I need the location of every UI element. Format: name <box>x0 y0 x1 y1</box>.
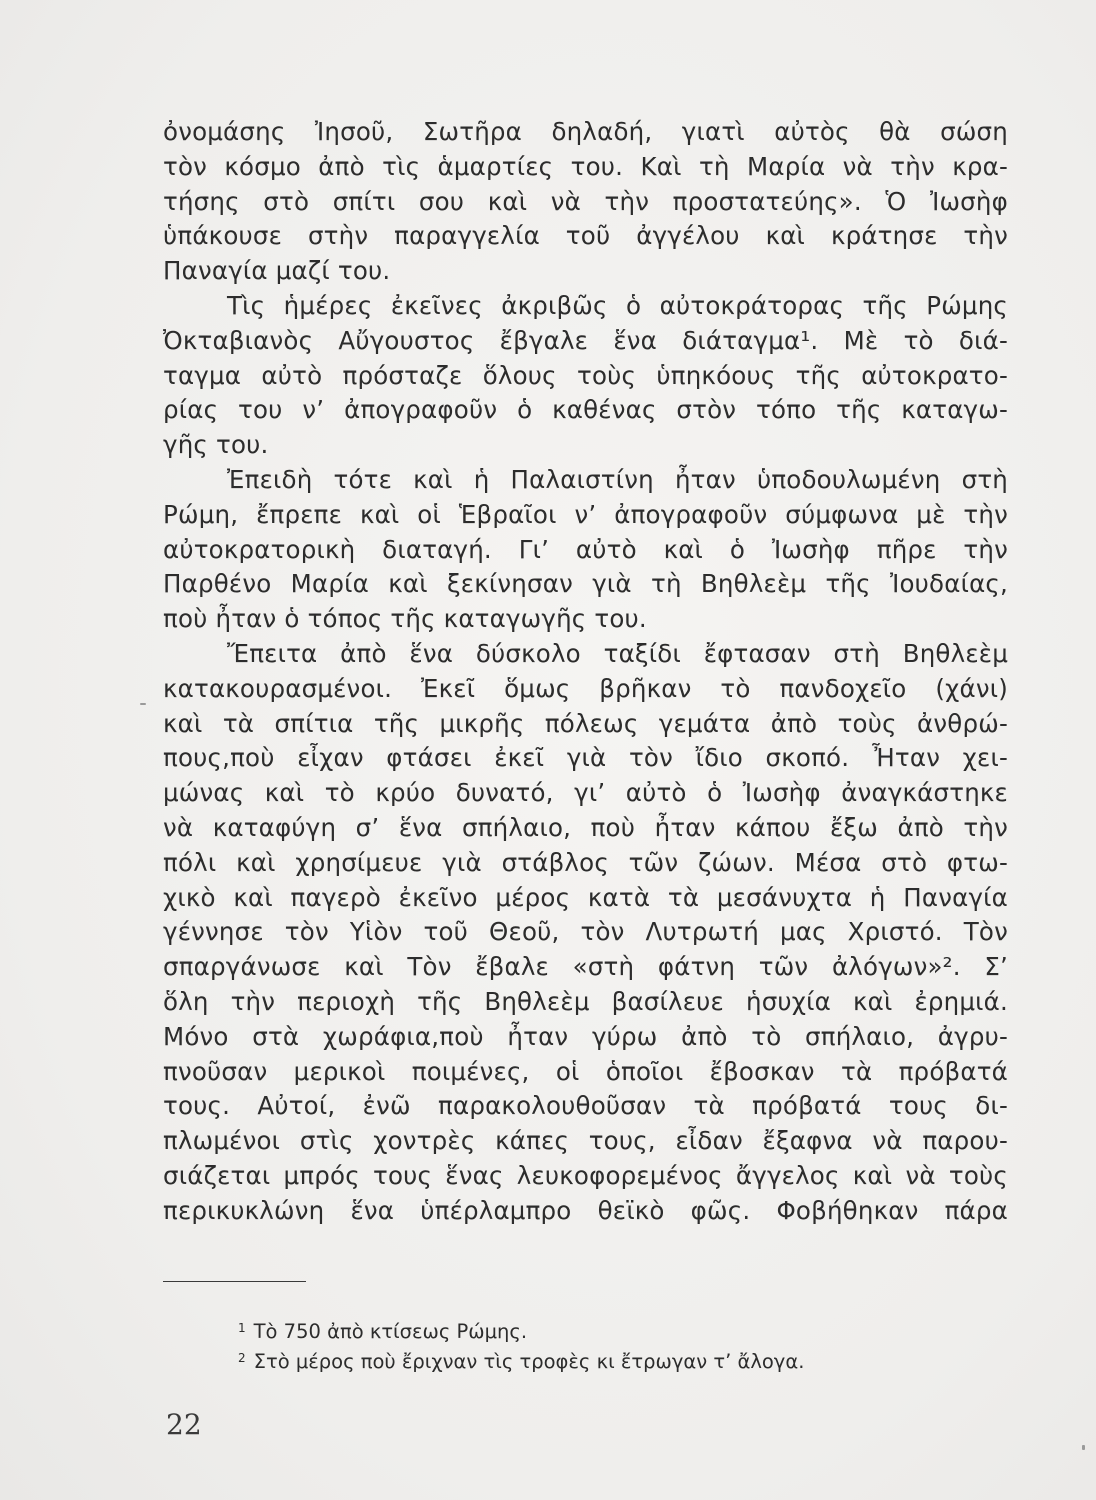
footnote-divider <box>163 1281 306 1282</box>
text-line: σπαργάνωσε καὶ Τὸν ἔβαλε «στὴ φάτνη τῶν ἀλόγων»². Σ’ <box>163 952 1008 982</box>
text-line: Ρώμη, ἔπρεπε καὶ οἱ Ἑβραῖοι ν’ ἀπογραφοῦν σύμφωνα μὲ τὴν <box>163 499 1008 529</box>
text-line: ὅλη τὴν περιοχὴ τῆς Βηθλεὲμ βασίλευε ἡσυχία καὶ ἐρημιά. <box>163 986 1008 1016</box>
text-line: Μόνο στὰ χωράφια,ποὺ ἦταν γύρω ἀπὸ τὸ σπήλαιο, ἀγρυ- <box>163 1021 1008 1051</box>
text-line: ρίας του ν’ ἀπογραφοῦν ὁ καθένας στὸν τόπο τῆς καταγω- <box>163 395 1008 425</box>
text-line: ὑπάκουσε στὴν παραγγελία τοῦ ἀγγέλου καὶ κράτησε τὴν <box>163 221 1008 251</box>
body-text <box>163 115 1008 1229</box>
footnotes <box>238 1317 998 1377</box>
paper-speck <box>140 703 146 705</box>
footnote-mark: 2 <box>238 1351 246 1365</box>
footnote-text: Στὸ μέρος ποὺ ἔριχναν τὶς τροφὲς κι ἔτρωγαν τ’ ἄλογα. <box>253 1350 805 1373</box>
text-line: ποὺ ἦταν ὁ τόπος τῆς καταγωγῆς του. <box>163 604 647 634</box>
text-line: ταγμα αὐτὸ πρόσταζε ὅλους τοὺς ὑπηκόους τῆς αὐτοκρατο- <box>163 360 1008 390</box>
paper-speck <box>1082 1445 1085 1450</box>
text-line: Παρθένο Μαρία καὶ ξεκίνησαν γιὰ τὴ Βηθλεὲμ τῆς Ἰουδαίας, <box>163 569 1008 599</box>
text-line: κατακουρασμένοι. Ἐκεῖ ὅμως βρῆκαν τὸ πανδοχεῖο (χάνι) <box>163 673 1008 703</box>
footnote-1 <box>238 1317 998 1347</box>
text-line: Ὀκταβιανὸς Αὔγουστος ἔβγαλε ἕνα διάταγμα¹. Μὲ τὸ διά- <box>163 325 1008 355</box>
text-line: τήσης στὸ σπίτι σου καὶ νὰ τὴν προστατεύης». Ὁ Ἰωσὴφ <box>163 186 1008 216</box>
text-line: πλωμένοι στὶς χοντρὲς κάπες τους, εἶδαν ἔξαφνα νὰ παρου- <box>163 1126 1008 1156</box>
text-line: Ἐπειδὴ τότε καὶ ἡ Παλαιστίνη ἦταν ὑποδουλωμένη στὴ <box>227 464 1008 494</box>
footnote-mark: 1 <box>238 1321 246 1335</box>
text-line: πνοῦσαν μερικοὶ ποιμένες, οἱ ὁποῖοι ἔβοσκαν τὰ πρόβατά <box>163 1056 1008 1086</box>
text-line: Τὶς ἡμέρες ἐκεῖνες ἀκριβῶς ὁ αὐτοκράτορας τῆς Ρώμης <box>227 290 1008 320</box>
text-line: καὶ τὰ σπίτια τῆς μικρῆς πόλεως γεμάτα ἀπὸ τοὺς ἀνθρώ- <box>163 708 1008 738</box>
text-line: τὸν κόσμο ἀπὸ τὶς ἁμαρτίες του. Καὶ τὴ Μαρία νὰ τὴν κρα- <box>163 151 1008 181</box>
text-line: μώνας καὶ τὸ κρύο δυνατό, γι’ αὐτὸ ὁ Ἰωσὴφ ἀναγκάστηκε <box>163 778 1008 808</box>
text-line: περικυκλώνη ἕνα ὑπέρλαμπρο θεϊκὸ φῶς. Φοβήθηκαν πάρα <box>163 1195 1008 1225</box>
page-number: 22 <box>166 1408 202 1441</box>
text-line: γῆς του. <box>163 430 269 460</box>
footnote-text: Τὸ 750 ἀπὸ κτίσεως Ρώμης. <box>253 1320 528 1343</box>
text-line: Παναγία μαζί του. <box>163 256 391 286</box>
text-line: πους,ποὺ εἶχαν φτάσει ἐκεῖ γιὰ τὸν ἴδιο σκοπό. Ἦταν χει- <box>163 743 1008 773</box>
text-line: σιάζεται μπρός τους ἕνας λευκοφορεμένος ἄγγελος καὶ νὰ τοὺς <box>163 1160 1008 1190</box>
text-line: πόλι καὶ χρησίμευε γιὰ στάβλος τῶν ζώων. Μέσα στὸ φτω- <box>163 847 1008 877</box>
text-line: γέννησε τὸν Υἱὸν τοῦ Θεοῦ, τὸν Λυτρωτή μας Χριστό. Τὸν <box>163 917 1008 947</box>
text-line: νὰ καταφύγη σ’ ἕνα σπήλαιο, ποὺ ἦταν κάπου ἔξω ἀπὸ τὴν <box>163 812 1008 842</box>
text-line: αὐτοκρατορικὴ διαταγή. Γι’ αὐτὸ καὶ ὁ Ἰωσὴφ πῆρε τὴν <box>163 534 1008 564</box>
text-line: χικὸ καὶ παγερὸ ἐκεῖνο μέρος κατὰ τὰ μεσάνυχτα ἡ Παναγία <box>163 882 1008 912</box>
text-line: Ἔπειτα ἀπὸ ἕνα δύσκολο ταξίδι ἔφτασαν στὴ Βηθλεὲμ <box>227 638 1008 668</box>
text-line: ὀνομάσης Ἰησοῦ, Σωτῆρα δηλαδή, γιατὶ αὐτὸς θὰ σώση <box>163 117 1008 146</box>
footnote-2 <box>238 1347 998 1377</box>
text-line: τους. Αὐτοί, ἐνῶ παρακολουθοῦσαν τὰ πρόβατά τους δι- <box>163 1091 1008 1121</box>
